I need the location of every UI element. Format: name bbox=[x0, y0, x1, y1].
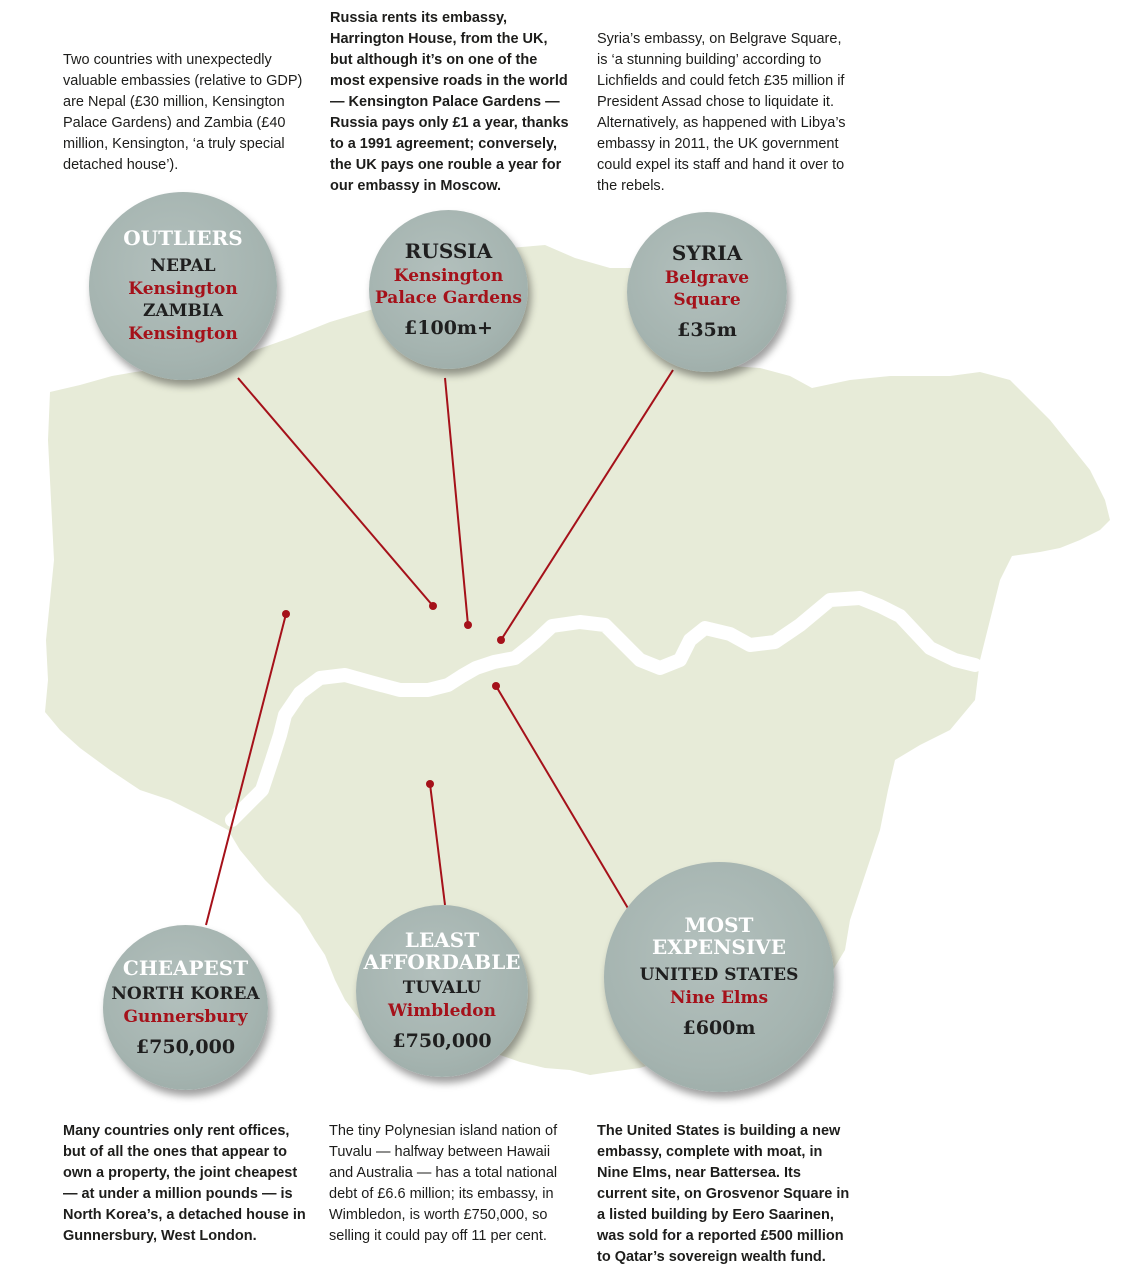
marker-syria bbox=[497, 636, 505, 644]
bubble-place: Wimbledon bbox=[388, 1001, 496, 1021]
bubble-category: AFFORDABLE bbox=[363, 950, 521, 974]
bubble-value: £750,000 bbox=[135, 1035, 236, 1058]
bubble-category: CHEAPEST bbox=[122, 955, 249, 980]
bubble-value: £35m bbox=[677, 319, 737, 341]
bubble-most-expensive bbox=[604, 862, 834, 1092]
marker-most-expensive bbox=[492, 682, 500, 690]
bubble-category: MOST bbox=[684, 913, 754, 937]
bubble-category: EXPENSIVE bbox=[652, 935, 786, 959]
marker-outliers bbox=[429, 602, 437, 610]
caption-most-expensive: The United States is building a new embassy, complete with moat, in Nine Elms, near Battersea. Its current site, on Grosvenor Square in a listed building by Eero Saarinen, was sold for a reported £500 million to Qatar’s sovereign wealth fund. bbox=[597, 1123, 850, 1265]
bubble-syria bbox=[627, 212, 787, 372]
bubble-place: Kensington bbox=[128, 324, 238, 344]
bubble-category: SYRIA bbox=[671, 241, 743, 265]
caption-outliers: Two countries with unexpectedly valuable embassies (relative to GDP) are Nepal (£30 million, Kensington Palace Gardens) and Zambia (£40 million, Kensington, ‘a truly special detached house’). bbox=[63, 52, 303, 173]
bubble-country: UNITED STATES bbox=[639, 965, 799, 985]
bubble-value: £100m+ bbox=[404, 316, 493, 339]
bubble-category: OUTLIERS bbox=[123, 226, 243, 250]
bubble-place: Nine Elms bbox=[669, 988, 769, 1008]
caption-least-affordable: The tiny Polynesian island nation of Tuvalu — halfway between Hawaii and Australia — has a total national debt of £6.6 million; its embassy, in Wimbledon, is worth £750,000, so selling it could pay off 11 per cent. bbox=[329, 1123, 558, 1244]
bubble-country: ZAMBIA bbox=[143, 301, 223, 321]
caption-syria: Syria’s embassy, on Belgrave Square, is ‘a stunning building’ according to Lichfields and could fetch £35 million if President Assad chose to liquidate it. Alternatively, as happened with Libya’s embassy in 2011, the UK government could expel its staff and hand it over to the rebels. bbox=[597, 31, 846, 194]
bubble-cheapest bbox=[103, 925, 268, 1090]
bubble-place: Kensington bbox=[393, 265, 504, 286]
marker-russia bbox=[464, 621, 472, 629]
bubble-category: RUSSIA bbox=[404, 238, 493, 263]
bubble-place: Kensington bbox=[128, 279, 238, 299]
bubble-country: NEPAL bbox=[150, 256, 216, 276]
bubble-country: TUVALU bbox=[402, 978, 482, 998]
bubble-place: Palace Gardens bbox=[374, 287, 523, 308]
bubble-category: LEAST bbox=[404, 928, 480, 952]
bubble-country: NORTH KOREA bbox=[111, 983, 260, 1004]
bubble-least-affordable bbox=[356, 905, 528, 1077]
bubble-place: Square bbox=[673, 290, 741, 310]
marker-least-affordable bbox=[426, 780, 434, 788]
bubble-value: £600m bbox=[682, 1017, 756, 1039]
caption-russia: Russia rents its embassy, Harrington House, from the UK, but although it’s on one of the most expensive roads in the world — Kensington Palace Gardens — Russia pays only £1 a year, thanks to a 1991 agreement; conversely, the UK pays one rouble a year for our embassy in Moscow. bbox=[330, 10, 569, 194]
bubble-place: Belgrave bbox=[664, 268, 750, 288]
bubble-russia bbox=[369, 210, 528, 369]
bubble-place: Gunnersbury bbox=[123, 1006, 248, 1027]
bubble-outliers bbox=[89, 192, 277, 380]
marker-cheapest bbox=[282, 610, 290, 618]
caption-cheapest: Many countries only rent offices, but of all the ones that appear to own a property, the joint cheapest — at under a million pounds — is North Korea’s, a detached house in Gunnersbury, West London. bbox=[63, 1123, 306, 1244]
bubble-value: £750,000 bbox=[392, 1030, 492, 1052]
